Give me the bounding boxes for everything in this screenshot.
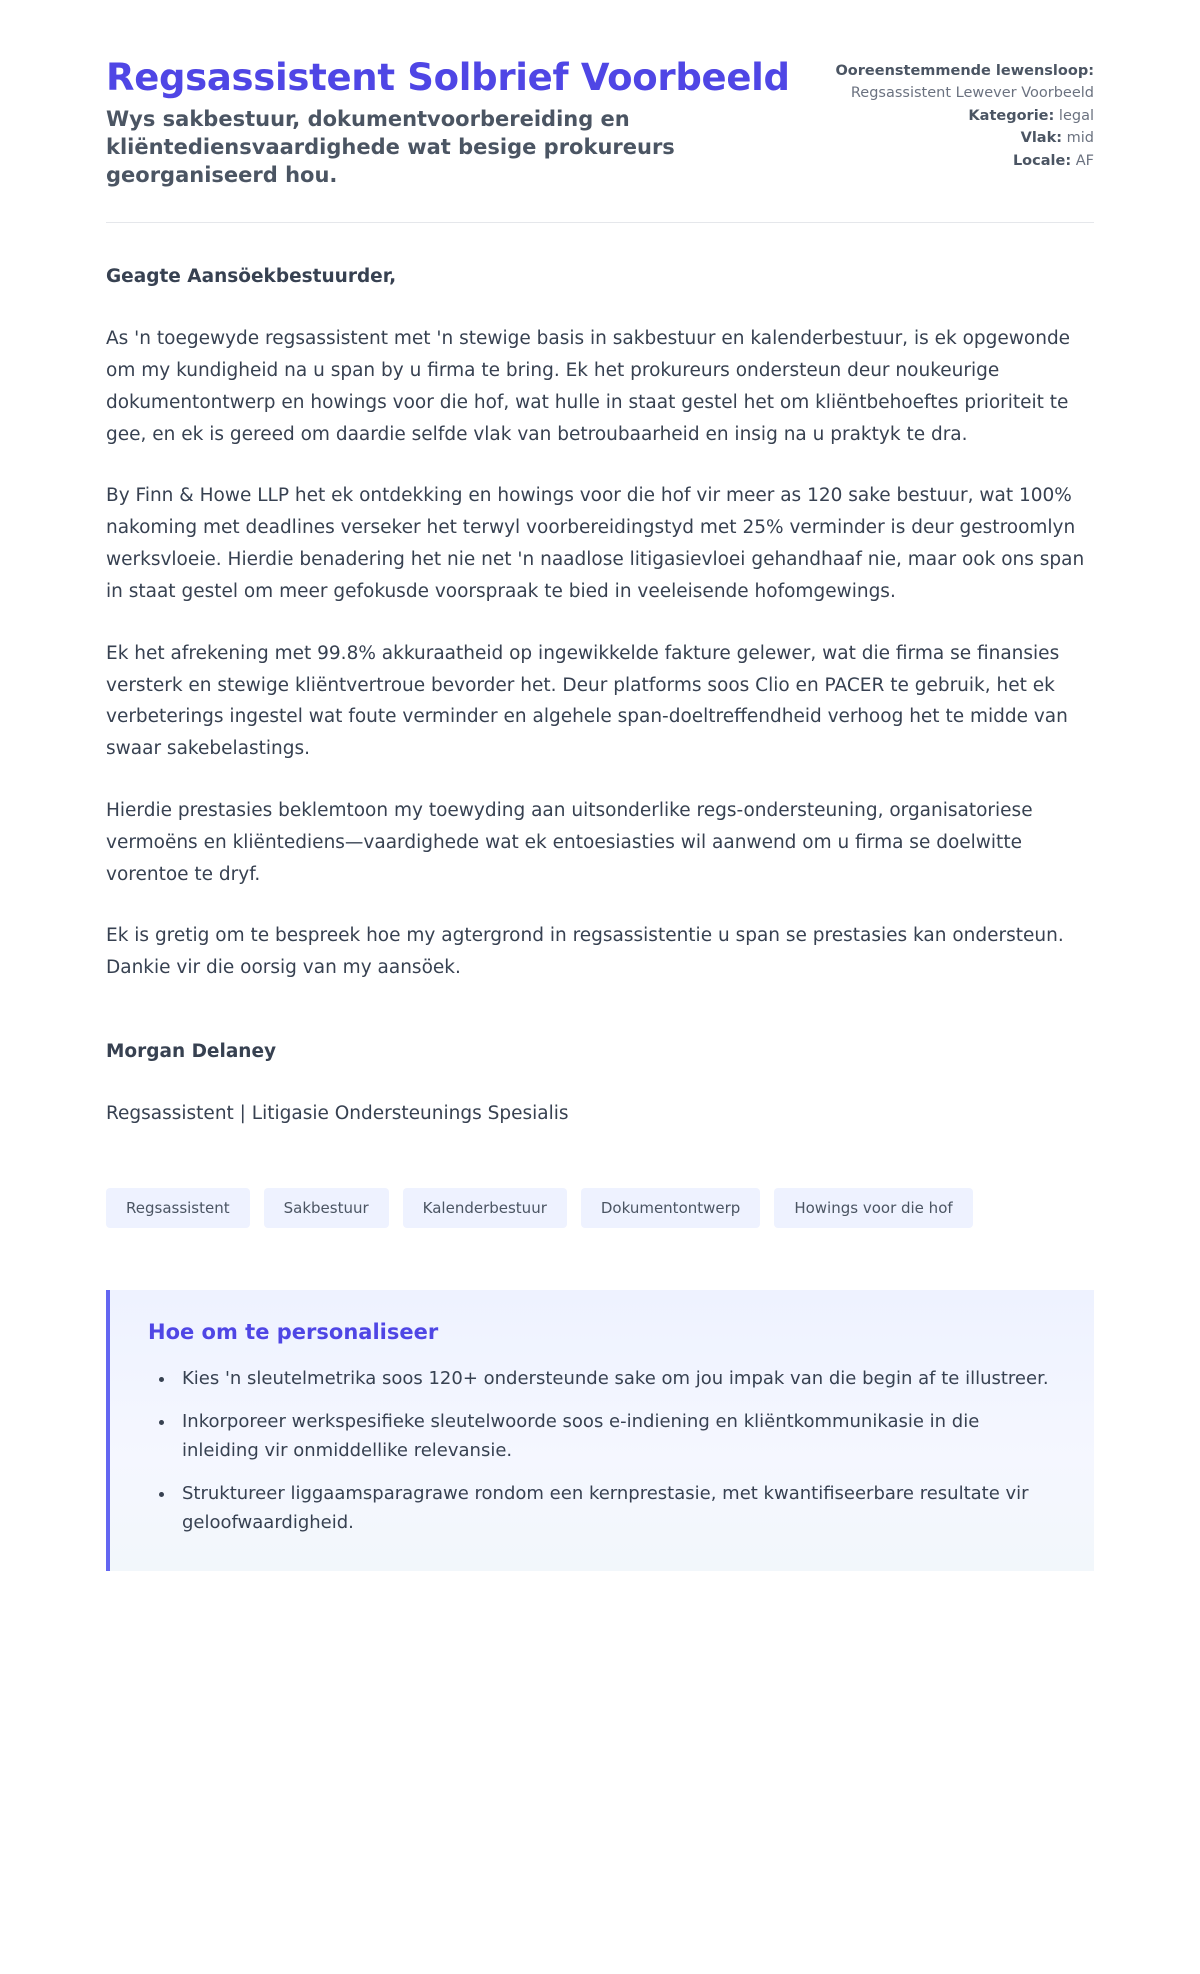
tag-item[interactable]: Dokumentontwerp [581, 1188, 760, 1228]
meta-level [834, 127, 1094, 149]
tips-list [148, 1364, 1056, 1538]
meta-lifecycle-value: Regsassistent Lewever Voorbeeld [850, 85, 1094, 102]
tag-item[interactable]: Sakbestuur [264, 1188, 389, 1228]
signature-block [106, 1036, 1094, 1130]
tips-list-item: • Inkorporeer werkspesifieke sleutelwoorde soos e-indiening en kliëntkommunikasie in die inleiding vir onmiddellike relevansie. [176, 1407, 1056, 1465]
tag-item[interactable]: Howings voor die hof [774, 1188, 972, 1228]
tag-item[interactable]: Kalenderbestuur [403, 1188, 567, 1228]
meta-locale-value: AF [1075, 152, 1094, 169]
meta-category [834, 105, 1094, 127]
meta-locale [834, 150, 1094, 172]
document-metadata [834, 56, 1094, 172]
signature-name: Morgan Delaney [106, 1041, 277, 1063]
tips-list-item: • Struktureer liggaamsparagrawe rondom een kernprestasie, met kwantifiseerbare resultate vir geloofwaardigheid. [176, 1479, 1056, 1537]
meta-lifecycle [834, 60, 1094, 105]
cover-letter-body [106, 223, 1094, 1129]
page-title: Regsassistent Solbrief Voorbeeld [106, 56, 790, 99]
meta-level-label: Vlak: [1020, 130, 1063, 147]
letter-paragraph: Ek is gretig om te bespreek hoe my agtergrond in regsassistentie u span se prestasies kan ondersteun. Dankie vir die oorsig van my aansöek. [106, 925, 1064, 979]
letter-paragraph: As 'n toegewyde regsassistent met 'n stewige basis in sakbestuur en kalenderbestuur, is ek opgewonde om my kundigheid na u span by u firma te bring. Ek het prokureurs ondersteun deur noukeurige dokumentontwerp en howings voor die hof, wat hulle in staat gestel het om kliëntbehoeftes prioriteit te gee, en ek is gereed om daardie selfde vlak van betroubaarheid en insig na u praktyk te dra. [106, 328, 1071, 445]
letter-paragraph: By Finn & Howe LLP het ek ontdekking en howings voor die hof vir meer as 120 sake bestuur, wat 100% nakoming met deadlines verseker het terwyl voorbereidingstyd met 25% verminder is deur gestroomlyn werksvloeie. Hierdie benadering het nie net 'n naadlose litigasievloei gehandhaaf nie, maar ook ons span in staat gestel om meer gefokusde voorspraak te bied in veeleisende hofomgewings. [106, 485, 1085, 602]
tips-heading: Hoe om te personaliseer [148, 1319, 439, 1344]
meta-category-value: legal [1058, 107, 1094, 124]
personalization-tips-panel [106, 1290, 1094, 1572]
meta-locale-label: Locale: [1012, 152, 1072, 169]
meta-category-label: Kategorie: [968, 107, 1055, 124]
document-header [106, 56, 1094, 189]
tag-list [106, 1188, 1094, 1228]
salutation: Geagte Aansöekbestuurder, [106, 266, 397, 288]
meta-lifecycle-label: Ooreenstemmende lewensloop: [835, 63, 1094, 79]
tips-list-item: • Kies 'n sleutelmetrika soos 120+ ondersteunde sake om jou impak van die begin af te illustreer. [176, 1364, 1056, 1393]
letter-paragraph: Hierdie prestasies beklemtoon my toewyding aan uitsonderlike regs-ondersteuning, organisatoriese vermoëns en kliëntediens—vaardighede wat ek entoesiasties wil aanwend om u firma se doelwitte vorentoe te dryf. [106, 799, 1033, 885]
signature-role: Regsassistent | Litigasie Ondersteunings Spesialis [106, 1102, 569, 1124]
letter-paragraph: Ek het afrekening met 99.8% akkuraatheid op ingewikkelde fakture gelewer, wat die firma se finansies versterk en stewige kliëntvertroue bevorder het. Deur platforms soos Clio en PACER te gebruik, het ek verbeterings ingestel wat foute verminder en algehele span-doeltreffendheid verhoog het te midde van swaar sakebelastings. [106, 642, 1068, 760]
tag-item[interactable]: Regsassistent [106, 1188, 250, 1228]
page-subtitle: Wys sakbestuur, dokumentvoorbereiding en kliëntediensvaardighede wat besige prokureurs georganiseerd hou. [106, 106, 675, 187]
meta-level-value: mid [1066, 130, 1094, 147]
header-text-block [106, 56, 794, 189]
